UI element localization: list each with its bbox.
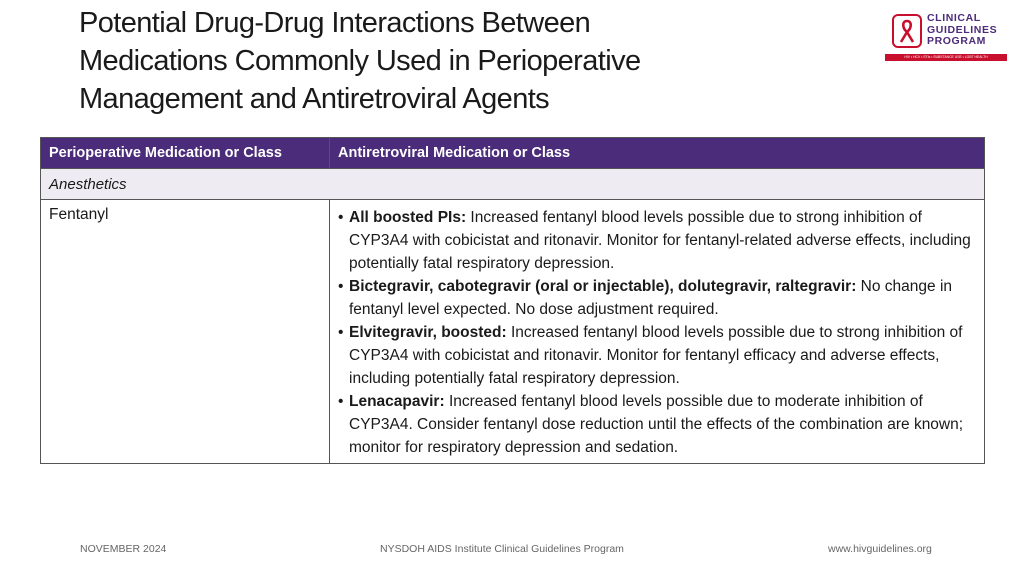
interaction-text: No change in fentanyl level expected. No dose adjustment required. xyxy=(349,278,953,318)
column-header-perioperative: Perioperative Medication or Class xyxy=(41,138,330,169)
logo-line: CLINICAL xyxy=(927,12,981,24)
clinical-guidelines-logo xyxy=(884,12,1009,64)
title-line: Medications Commonly Used in Perioperative xyxy=(79,45,641,77)
ribbon-badge-icon xyxy=(892,14,922,48)
medication-cell: Fentanyl xyxy=(41,200,330,464)
column-header-antiretroviral: Antiretroviral Medication or Class xyxy=(330,138,985,169)
list-item xyxy=(338,275,976,321)
table-header-row xyxy=(41,138,985,169)
footer-date: NOVEMBER 2024 xyxy=(80,543,167,555)
title-line: Potential Drug-Drug Interactions Between xyxy=(79,7,591,39)
title-line: Management and Antiretroviral Agents xyxy=(79,83,550,115)
footer-website: www.hivguidelines.org xyxy=(828,543,932,555)
drug-name: All boosted PIs: xyxy=(349,209,467,226)
interaction-table xyxy=(40,137,985,464)
section-label: Anesthetics xyxy=(41,169,985,200)
logo-wordmark xyxy=(927,13,997,48)
logo-line: PROGRAM xyxy=(927,35,987,47)
list-item xyxy=(338,321,976,390)
antiretroviral-cell xyxy=(330,200,985,464)
drug-name: Lenacapavir: xyxy=(349,393,445,410)
table-row xyxy=(41,200,985,464)
interaction-list xyxy=(338,206,976,459)
logo-tagline: HIV • HCV • STIs • SUBSTANCE USE • LGBT HEALTH xyxy=(885,54,1007,61)
list-item xyxy=(338,206,976,275)
footer-organization: NYSDOH AIDS Institute Clinical Guidelines Program xyxy=(380,543,624,555)
interaction-text: Increased fentanyl blood levels possible due to strong inhibition of CYP3A4 with cobicistat and ritonavir. Monitor for fentanyl efficacy and adverse effects, including potentially fatal respiratory depression. xyxy=(349,324,963,387)
drug-name: Bictegravir, cabotegravir (oral or injectable), dolutegravir, raltegravir: xyxy=(349,278,857,295)
drug-name: Elvitegravir, boosted: xyxy=(349,324,507,341)
section-row xyxy=(41,169,985,200)
interaction-text: Increased fentanyl blood levels possible due to moderate inhibition of CYP3A4. Consider fentanyl dose reduction until the effects of the combination are known; monitor for respiratory depression and sedation. xyxy=(349,393,964,456)
slide-title xyxy=(79,4,839,118)
interaction-text: Increased fentanyl blood levels possible due to strong inhibition of CYP3A4 with cobicistat and ritonavir. Monitor for fentanyl-related adverse effects, including potentially fatal respiratory depression. xyxy=(349,209,971,272)
logo-line: GUIDELINES xyxy=(927,23,998,36)
list-item xyxy=(338,390,976,459)
